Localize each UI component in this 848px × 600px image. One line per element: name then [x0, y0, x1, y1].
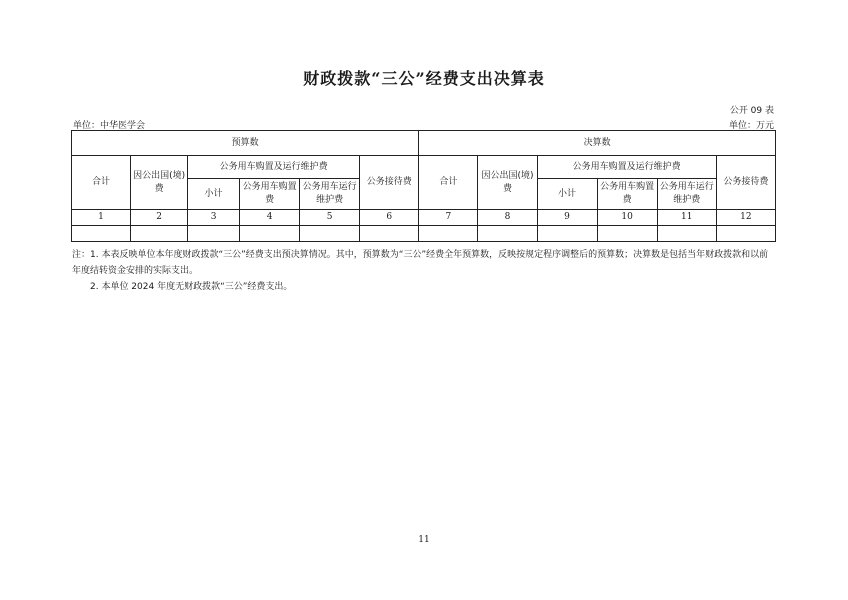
final-abroad-header [478, 156, 537, 210]
reporting-unit: 单位：中华医学会 [73, 121, 146, 131]
column-number: 4 [240, 210, 300, 226]
budget-vehicle-purchase-header: 公务用车购置费 [240, 179, 300, 210]
budget-vehicle-operation-header: 公务用车运行维护费 [300, 179, 360, 210]
table-cell [360, 226, 419, 242]
column-number: 3 [188, 210, 240, 226]
expenditure-table [71, 130, 776, 242]
final-reception-header: 公务接待费 [716, 156, 775, 210]
column-number: 7 [419, 210, 478, 226]
column-number-row [72, 210, 776, 226]
table-header-row [72, 156, 776, 179]
final-vehicle-operation-header: 公务用车运行维护费 [657, 179, 716, 210]
budget-abroad-header [131, 156, 188, 210]
table-notes [72, 247, 776, 295]
final-header: 决算数 [419, 131, 776, 156]
table-cell [72, 226, 131, 242]
table-header-row [72, 131, 776, 156]
budget-vehicle-group-header: 公务用车购置及运行维护费 [188, 156, 360, 179]
currency-unit: 单位：万元 [728, 121, 774, 131]
column-number: 10 [597, 210, 657, 226]
table-cell [240, 226, 300, 242]
final-vehicle-purchase-header: 公务用车购置费 [597, 179, 657, 210]
table-cell [657, 226, 716, 242]
table-row [72, 226, 776, 242]
budget-header: 预算数 [72, 131, 419, 156]
budget-reception-header: 公务接待费 [360, 156, 419, 210]
page-number: 11 [418, 535, 430, 545]
final-vehicle-group-header: 公务用车购置及运行维护费 [537, 156, 716, 179]
column-number: 12 [716, 210, 775, 226]
final-abroad-label: 因公出国(境)费 [481, 170, 534, 194]
form-number: 公开 09 表 [729, 106, 774, 116]
table-cell [537, 226, 597, 242]
column-number: 1 [72, 210, 131, 226]
table-cell [188, 226, 240, 242]
table-cell [478, 226, 537, 242]
page-title: 财政拨款“三公”经费支出决算表 [303, 69, 545, 88]
table-cell [419, 226, 478, 242]
budget-total-header: 合计 [72, 156, 131, 210]
budget-subtotal-header: 小计 [188, 179, 240, 210]
column-number: 11 [657, 210, 716, 226]
budget-abroad-label: 因公出国(境)费 [133, 170, 186, 194]
table-cell [131, 226, 188, 242]
note-1: 注：1. 本表反映单位本年度财政拨款“三公”经费支出预决算情况。其中，预算数为“三公”经费全年预算数，反映按规定程序调整后的预算数；决算数是包括当年财政拨款和以前年度结转资金安排的实际支出。 [72, 250, 769, 276]
table-cell [716, 226, 775, 242]
column-number: 5 [300, 210, 360, 226]
final-subtotal-header: 小计 [537, 179, 597, 210]
column-number: 6 [360, 210, 419, 226]
table-cell [597, 226, 657, 242]
column-number: 2 [131, 210, 188, 226]
column-number: 8 [478, 210, 537, 226]
column-number: 9 [537, 210, 597, 226]
table-cell [300, 226, 360, 242]
final-total-header: 合计 [419, 156, 478, 210]
note-2: 2. 本单位 2024 年度无财政拨款“三公”经费支出。 [90, 282, 293, 292]
